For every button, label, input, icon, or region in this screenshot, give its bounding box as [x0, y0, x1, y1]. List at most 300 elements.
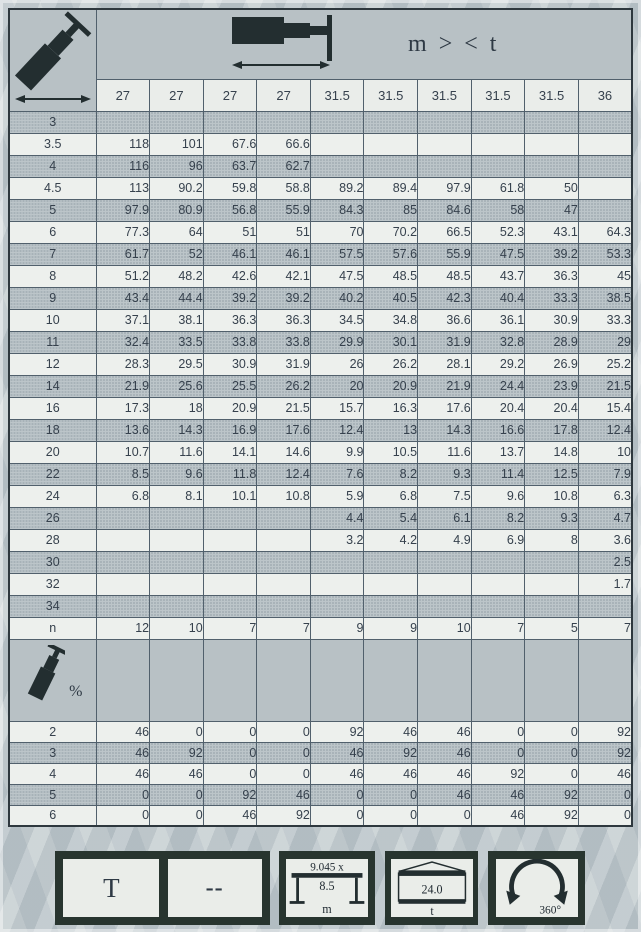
value-cell: 70.2 — [364, 221, 418, 243]
row-label: 8 — [9, 265, 96, 287]
value-cell: 40.5 — [364, 287, 418, 309]
value-cell: 18 — [150, 397, 204, 419]
value-cell: 43.4 — [96, 287, 150, 309]
value-cell: 97.9 — [96, 199, 150, 221]
value-cell: 17.6 — [418, 397, 472, 419]
value-cell: 46 — [364, 721, 418, 742]
value-cell: 14.1 — [203, 441, 257, 463]
value-cell: 59.8 — [203, 177, 257, 199]
value-cell: 90.2 — [150, 177, 204, 199]
value-cell — [96, 595, 150, 617]
legend-box-dash — [168, 859, 262, 917]
value-cell: 7 — [257, 617, 311, 639]
value-cell: 28.3 — [96, 353, 150, 375]
value-cell: 48.5 — [364, 265, 418, 287]
mode-t-label: T — [103, 872, 120, 903]
value-cell: 55.9 — [418, 243, 472, 265]
load-chart-table — [8, 8, 633, 827]
value-cell — [310, 133, 364, 155]
value-cell — [364, 155, 418, 177]
value-cell: 0 — [203, 742, 257, 763]
value-cell: 40.4 — [471, 287, 525, 309]
value-cell: 29.5 — [150, 353, 204, 375]
value-cell: 26.2 — [364, 353, 418, 375]
legend-group-modes — [55, 851, 270, 925]
value-cell: 92 — [525, 784, 579, 805]
value-cell — [578, 595, 632, 617]
row-label: 26 — [9, 507, 96, 529]
row-label: 16 — [9, 397, 96, 419]
value-cell — [257, 573, 311, 595]
value-cell: 26.9 — [525, 353, 579, 375]
value-cell: 96 — [150, 155, 204, 177]
table-row — [9, 595, 632, 617]
counterweight-icon — [393, 859, 471, 917]
slew-360-icon — [497, 859, 577, 917]
value-cell — [578, 199, 632, 221]
value-cell — [364, 111, 418, 133]
value-cell: 20.9 — [364, 375, 418, 397]
value-cell — [203, 111, 257, 133]
value-cell: 0 — [257, 721, 311, 742]
value-cell: 46 — [471, 784, 525, 805]
value-cell: 26.2 — [257, 375, 311, 397]
value-cell — [310, 551, 364, 573]
value-cell: 92 — [203, 784, 257, 805]
value-cell — [418, 573, 472, 595]
value-cell: 33.8 — [203, 331, 257, 353]
row-label: 7 — [9, 243, 96, 265]
value-cell: 12.4 — [310, 419, 364, 441]
legend-box-t — [63, 859, 159, 917]
boom-units-label: m > < t — [408, 30, 500, 57]
value-cell: 20.4 — [525, 397, 579, 419]
value-cell: 36.1 — [471, 309, 525, 331]
value-cell: 53.3 — [578, 243, 632, 265]
value-cell: 0 — [257, 763, 311, 784]
value-cell — [96, 529, 150, 551]
value-cell: 43.7 — [471, 265, 525, 287]
value-cell — [310, 111, 364, 133]
table-row — [9, 309, 632, 331]
value-cell — [310, 595, 364, 617]
value-cell: 5.9 — [310, 485, 364, 507]
value-cell: 28.9 — [525, 331, 579, 353]
value-cell — [471, 155, 525, 177]
value-cell: 46 — [96, 763, 150, 784]
boom-length-header-row — [9, 79, 632, 111]
value-cell: 32.4 — [96, 331, 150, 353]
value-cell — [578, 155, 632, 177]
value-cell: 7.6 — [310, 463, 364, 485]
value-cell — [364, 133, 418, 155]
footer-legend-bar — [55, 851, 585, 925]
value-cell: 92 — [364, 742, 418, 763]
value-cell: 4.9 — [418, 529, 472, 551]
value-cell: 48.2 — [150, 265, 204, 287]
value-cell — [150, 529, 204, 551]
value-cell: 46 — [418, 721, 472, 742]
value-cell: 11.6 — [150, 441, 204, 463]
value-cell: 63.7 — [203, 155, 257, 177]
radius-icon-cell — [9, 9, 96, 111]
slew-angle-label: 360° — [538, 904, 561, 917]
value-cell: 21.9 — [418, 375, 472, 397]
value-cell: 9 — [364, 617, 418, 639]
value-cell: 47.5 — [471, 243, 525, 265]
value-cell: 57.6 — [364, 243, 418, 265]
value-cell: 42.3 — [418, 287, 472, 309]
boom-length-header-cell: 31.5 — [310, 79, 364, 111]
value-cell — [471, 551, 525, 573]
gradient-icon-cell — [9, 639, 96, 721]
row-label: n — [9, 617, 96, 639]
table-row — [9, 551, 632, 573]
value-cell: 7 — [203, 617, 257, 639]
boom-radius-icon — [13, 11, 93, 107]
value-cell: 11.6 — [418, 441, 472, 463]
value-cell — [364, 595, 418, 617]
value-cell: 7 — [578, 617, 632, 639]
gradient-band-row — [9, 639, 632, 721]
value-cell: 10.8 — [525, 485, 579, 507]
value-cell: 9.3 — [418, 463, 472, 485]
value-cell: 118 — [96, 133, 150, 155]
boom-angle-icon — [23, 645, 65, 707]
boom-length-header-cell: 31.5 — [471, 79, 525, 111]
value-cell — [418, 595, 472, 617]
value-cell: 36.6 — [418, 309, 472, 331]
value-cell: 39.2 — [257, 287, 311, 309]
value-cell: 10.1 — [203, 485, 257, 507]
value-cell: 14.3 — [150, 419, 204, 441]
value-cell: 113 — [96, 177, 150, 199]
value-cell — [364, 573, 418, 595]
value-cell: 36.3 — [203, 309, 257, 331]
value-cell: 92 — [578, 721, 632, 742]
row-label: 22 — [9, 463, 96, 485]
row-label: 12 — [9, 353, 96, 375]
counterweight-value-label: 24.0 — [420, 882, 443, 897]
value-cell: 0 — [578, 784, 632, 805]
legend-group-outrigger — [279, 851, 375, 925]
value-cell: 92 — [525, 805, 579, 826]
value-cell: 4.7 — [578, 507, 632, 529]
value-cell: 0 — [203, 721, 257, 742]
value-cell — [203, 507, 257, 529]
value-cell: 64.3 — [578, 221, 632, 243]
row-label: 6 — [9, 805, 96, 826]
value-cell: 46 — [96, 721, 150, 742]
value-cell: 0 — [364, 805, 418, 826]
counterweight-unit-label: t — [429, 903, 434, 917]
value-cell — [150, 111, 204, 133]
value-cell — [525, 155, 579, 177]
value-cell: 46 — [418, 763, 472, 784]
value-cell: 26 — [310, 353, 364, 375]
value-cell: 0 — [578, 805, 632, 826]
value-cell: 0 — [96, 805, 150, 826]
boom-length-header-cell: 27 — [150, 79, 204, 111]
table-row — [9, 353, 632, 375]
value-cell: 11.4 — [471, 463, 525, 485]
table-row — [9, 573, 632, 595]
radius-arrow-icon — [15, 95, 91, 103]
value-cell — [150, 595, 204, 617]
legend-box-slew — [496, 859, 578, 917]
boom-length-header-cell: 31.5 — [418, 79, 472, 111]
table-row — [9, 111, 632, 133]
boom-length-header-cell: 27 — [257, 79, 311, 111]
row-label: 3.5 — [9, 133, 96, 155]
row-label: 4 — [9, 155, 96, 177]
value-cell: 46 — [418, 784, 472, 805]
value-cell: 21.5 — [578, 375, 632, 397]
value-cell: 6.3 — [578, 485, 632, 507]
value-cell: 0 — [257, 742, 311, 763]
value-cell: 12.5 — [525, 463, 579, 485]
value-cell — [150, 573, 204, 595]
value-cell: 33.8 — [257, 331, 311, 353]
table-row — [9, 507, 632, 529]
row-label: 32 — [9, 573, 96, 595]
value-cell: 7.9 — [578, 463, 632, 485]
value-cell: 89.2 — [310, 177, 364, 199]
value-cell: 44.4 — [150, 287, 204, 309]
table-row — [9, 177, 632, 199]
value-cell: 92 — [578, 742, 632, 763]
value-cell: 61.7 — [96, 243, 150, 265]
value-cell: 13.7 — [471, 441, 525, 463]
value-cell: 33.3 — [525, 287, 579, 309]
outrigger-unit-label: m — [322, 902, 332, 916]
value-cell: 85 — [364, 199, 418, 221]
value-cell: 61.8 — [471, 177, 525, 199]
row-label: 34 — [9, 595, 96, 617]
value-cell: 12.4 — [578, 419, 632, 441]
value-cell: 0 — [471, 742, 525, 763]
value-cell: 47 — [525, 199, 579, 221]
value-cell: 6.1 — [418, 507, 472, 529]
value-cell: 33.5 — [150, 331, 204, 353]
value-cell — [150, 551, 204, 573]
value-cell — [257, 551, 311, 573]
table-row — [9, 784, 632, 805]
outrigger-width-label: 8.5 — [319, 878, 335, 893]
value-cell: 34.8 — [364, 309, 418, 331]
value-cell: 0 — [418, 805, 472, 826]
value-cell: 46.1 — [203, 243, 257, 265]
table-row — [9, 529, 632, 551]
value-cell: 46 — [418, 742, 472, 763]
table-row — [9, 463, 632, 485]
value-cell: 45 — [578, 265, 632, 287]
value-cell: 8 — [525, 529, 579, 551]
value-cell: 46 — [471, 805, 525, 826]
row-label: 10 — [9, 309, 96, 331]
value-cell: 21.9 — [96, 375, 150, 397]
value-cell: 14.8 — [525, 441, 579, 463]
value-cell: 23.9 — [525, 375, 579, 397]
row-label: 20 — [9, 441, 96, 463]
value-cell — [257, 111, 311, 133]
value-cell: 0 — [525, 721, 579, 742]
table-row — [9, 805, 632, 826]
row-label: 11 — [9, 331, 96, 353]
legend-box-counterweight — [391, 859, 473, 917]
value-cell: 8.2 — [364, 463, 418, 485]
value-cell: 0 — [471, 721, 525, 742]
value-cell: 6.9 — [471, 529, 525, 551]
row-label: 14 — [9, 375, 96, 397]
value-cell — [525, 595, 579, 617]
value-cell — [150, 507, 204, 529]
value-cell: 20 — [310, 375, 364, 397]
value-cell: 34.5 — [310, 309, 364, 331]
value-cell: 70 — [310, 221, 364, 243]
value-cell: 36.3 — [257, 309, 311, 331]
value-cell: 38.1 — [150, 309, 204, 331]
value-cell: 4.4 — [310, 507, 364, 529]
table-row — [9, 199, 632, 221]
value-cell: 9.3 — [525, 507, 579, 529]
table-row — [9, 397, 632, 419]
table-row — [9, 763, 632, 784]
outrigger-length-label: 9.045 x — [310, 861, 344, 874]
row-label: 24 — [9, 485, 96, 507]
value-cell: 46 — [310, 763, 364, 784]
value-cell — [203, 573, 257, 595]
value-cell: 6.8 — [96, 485, 150, 507]
percent-label: % — [69, 683, 83, 700]
value-cell: 0 — [310, 805, 364, 826]
value-cell: 20.4 — [471, 397, 525, 419]
outrigger-base-icon — [287, 860, 367, 916]
table-row — [9, 721, 632, 742]
value-cell: 46 — [150, 763, 204, 784]
value-cell: 10 — [578, 441, 632, 463]
value-cell: 58.8 — [257, 177, 311, 199]
value-cell: 0 — [96, 784, 150, 805]
value-cell: 30.1 — [364, 331, 418, 353]
row-label: 5 — [9, 199, 96, 221]
value-cell — [257, 595, 311, 617]
value-cell — [418, 111, 472, 133]
row-label: 6 — [9, 221, 96, 243]
value-cell: 40.2 — [310, 287, 364, 309]
value-cell: 16.3 — [364, 397, 418, 419]
value-cell: 14.6 — [257, 441, 311, 463]
table-row — [9, 441, 632, 463]
value-cell: 116 — [96, 155, 150, 177]
value-cell: 50 — [525, 177, 579, 199]
value-cell — [418, 155, 472, 177]
row-label: 4 — [9, 763, 96, 784]
header-band — [9, 9, 632, 79]
table-row — [9, 133, 632, 155]
value-cell — [525, 573, 579, 595]
value-cell: 25.6 — [150, 375, 204, 397]
row-label: 28 — [9, 529, 96, 551]
value-cell: 46 — [203, 805, 257, 826]
value-cell: 51 — [203, 221, 257, 243]
value-cell: 38.5 — [578, 287, 632, 309]
value-cell: 39.2 — [525, 243, 579, 265]
value-cell: 0 — [150, 721, 204, 742]
value-cell: 0 — [364, 784, 418, 805]
table-row — [9, 419, 632, 441]
value-cell — [257, 507, 311, 529]
value-cell: 25.2 — [578, 353, 632, 375]
value-cell — [525, 133, 579, 155]
value-cell: 51.2 — [96, 265, 150, 287]
value-cell: 8.1 — [150, 485, 204, 507]
legend-group-slew — [488, 851, 585, 925]
value-cell: 62.7 — [257, 155, 311, 177]
value-cell — [525, 111, 579, 133]
table-row — [9, 155, 632, 177]
value-cell — [203, 551, 257, 573]
value-cell: 0 — [150, 784, 204, 805]
value-cell: 29.9 — [310, 331, 364, 353]
value-cell — [96, 111, 150, 133]
value-cell: 10 — [418, 617, 472, 639]
value-cell: 28.1 — [418, 353, 472, 375]
row-label: 4.5 — [9, 177, 96, 199]
legend-box-outrigger — [286, 859, 368, 917]
value-cell: 29.2 — [471, 353, 525, 375]
value-cell: 9.9 — [310, 441, 364, 463]
value-cell: 80.9 — [150, 199, 204, 221]
value-cell — [96, 551, 150, 573]
value-cell: 0 — [525, 742, 579, 763]
row-label: 30 — [9, 551, 96, 573]
value-cell: 10.7 — [96, 441, 150, 463]
value-cell: 52.3 — [471, 221, 525, 243]
row-label: 18 — [9, 419, 96, 441]
value-cell: 14.3 — [418, 419, 472, 441]
value-cell: 39.2 — [203, 287, 257, 309]
boom-length-header-cell: 36 — [578, 79, 632, 111]
value-cell: 17.6 — [257, 419, 311, 441]
table-row — [9, 375, 632, 397]
value-cell: 1.7 — [578, 573, 632, 595]
value-cell: 92 — [150, 742, 204, 763]
value-cell: 66.5 — [418, 221, 472, 243]
value-cell — [525, 551, 579, 573]
value-cell: 0 — [203, 763, 257, 784]
value-cell: 48.5 — [418, 265, 472, 287]
value-cell: 97.9 — [418, 177, 472, 199]
value-cell — [418, 551, 472, 573]
value-cell: 15.4 — [578, 397, 632, 419]
value-cell — [578, 177, 632, 199]
table-row — [9, 265, 632, 287]
value-cell: 9 — [310, 617, 364, 639]
telescopic-boom-icon — [228, 15, 348, 73]
value-cell — [471, 595, 525, 617]
value-cell: 32.8 — [471, 331, 525, 353]
boom-length-header-cell: 27 — [203, 79, 257, 111]
value-cell: 12.4 — [257, 463, 311, 485]
value-cell: 42.6 — [203, 265, 257, 287]
row-label: 9 — [9, 287, 96, 309]
value-cell: 58 — [471, 199, 525, 221]
value-cell — [471, 111, 525, 133]
value-cell: 46 — [257, 784, 311, 805]
value-cell — [257, 529, 311, 551]
value-cell — [471, 133, 525, 155]
